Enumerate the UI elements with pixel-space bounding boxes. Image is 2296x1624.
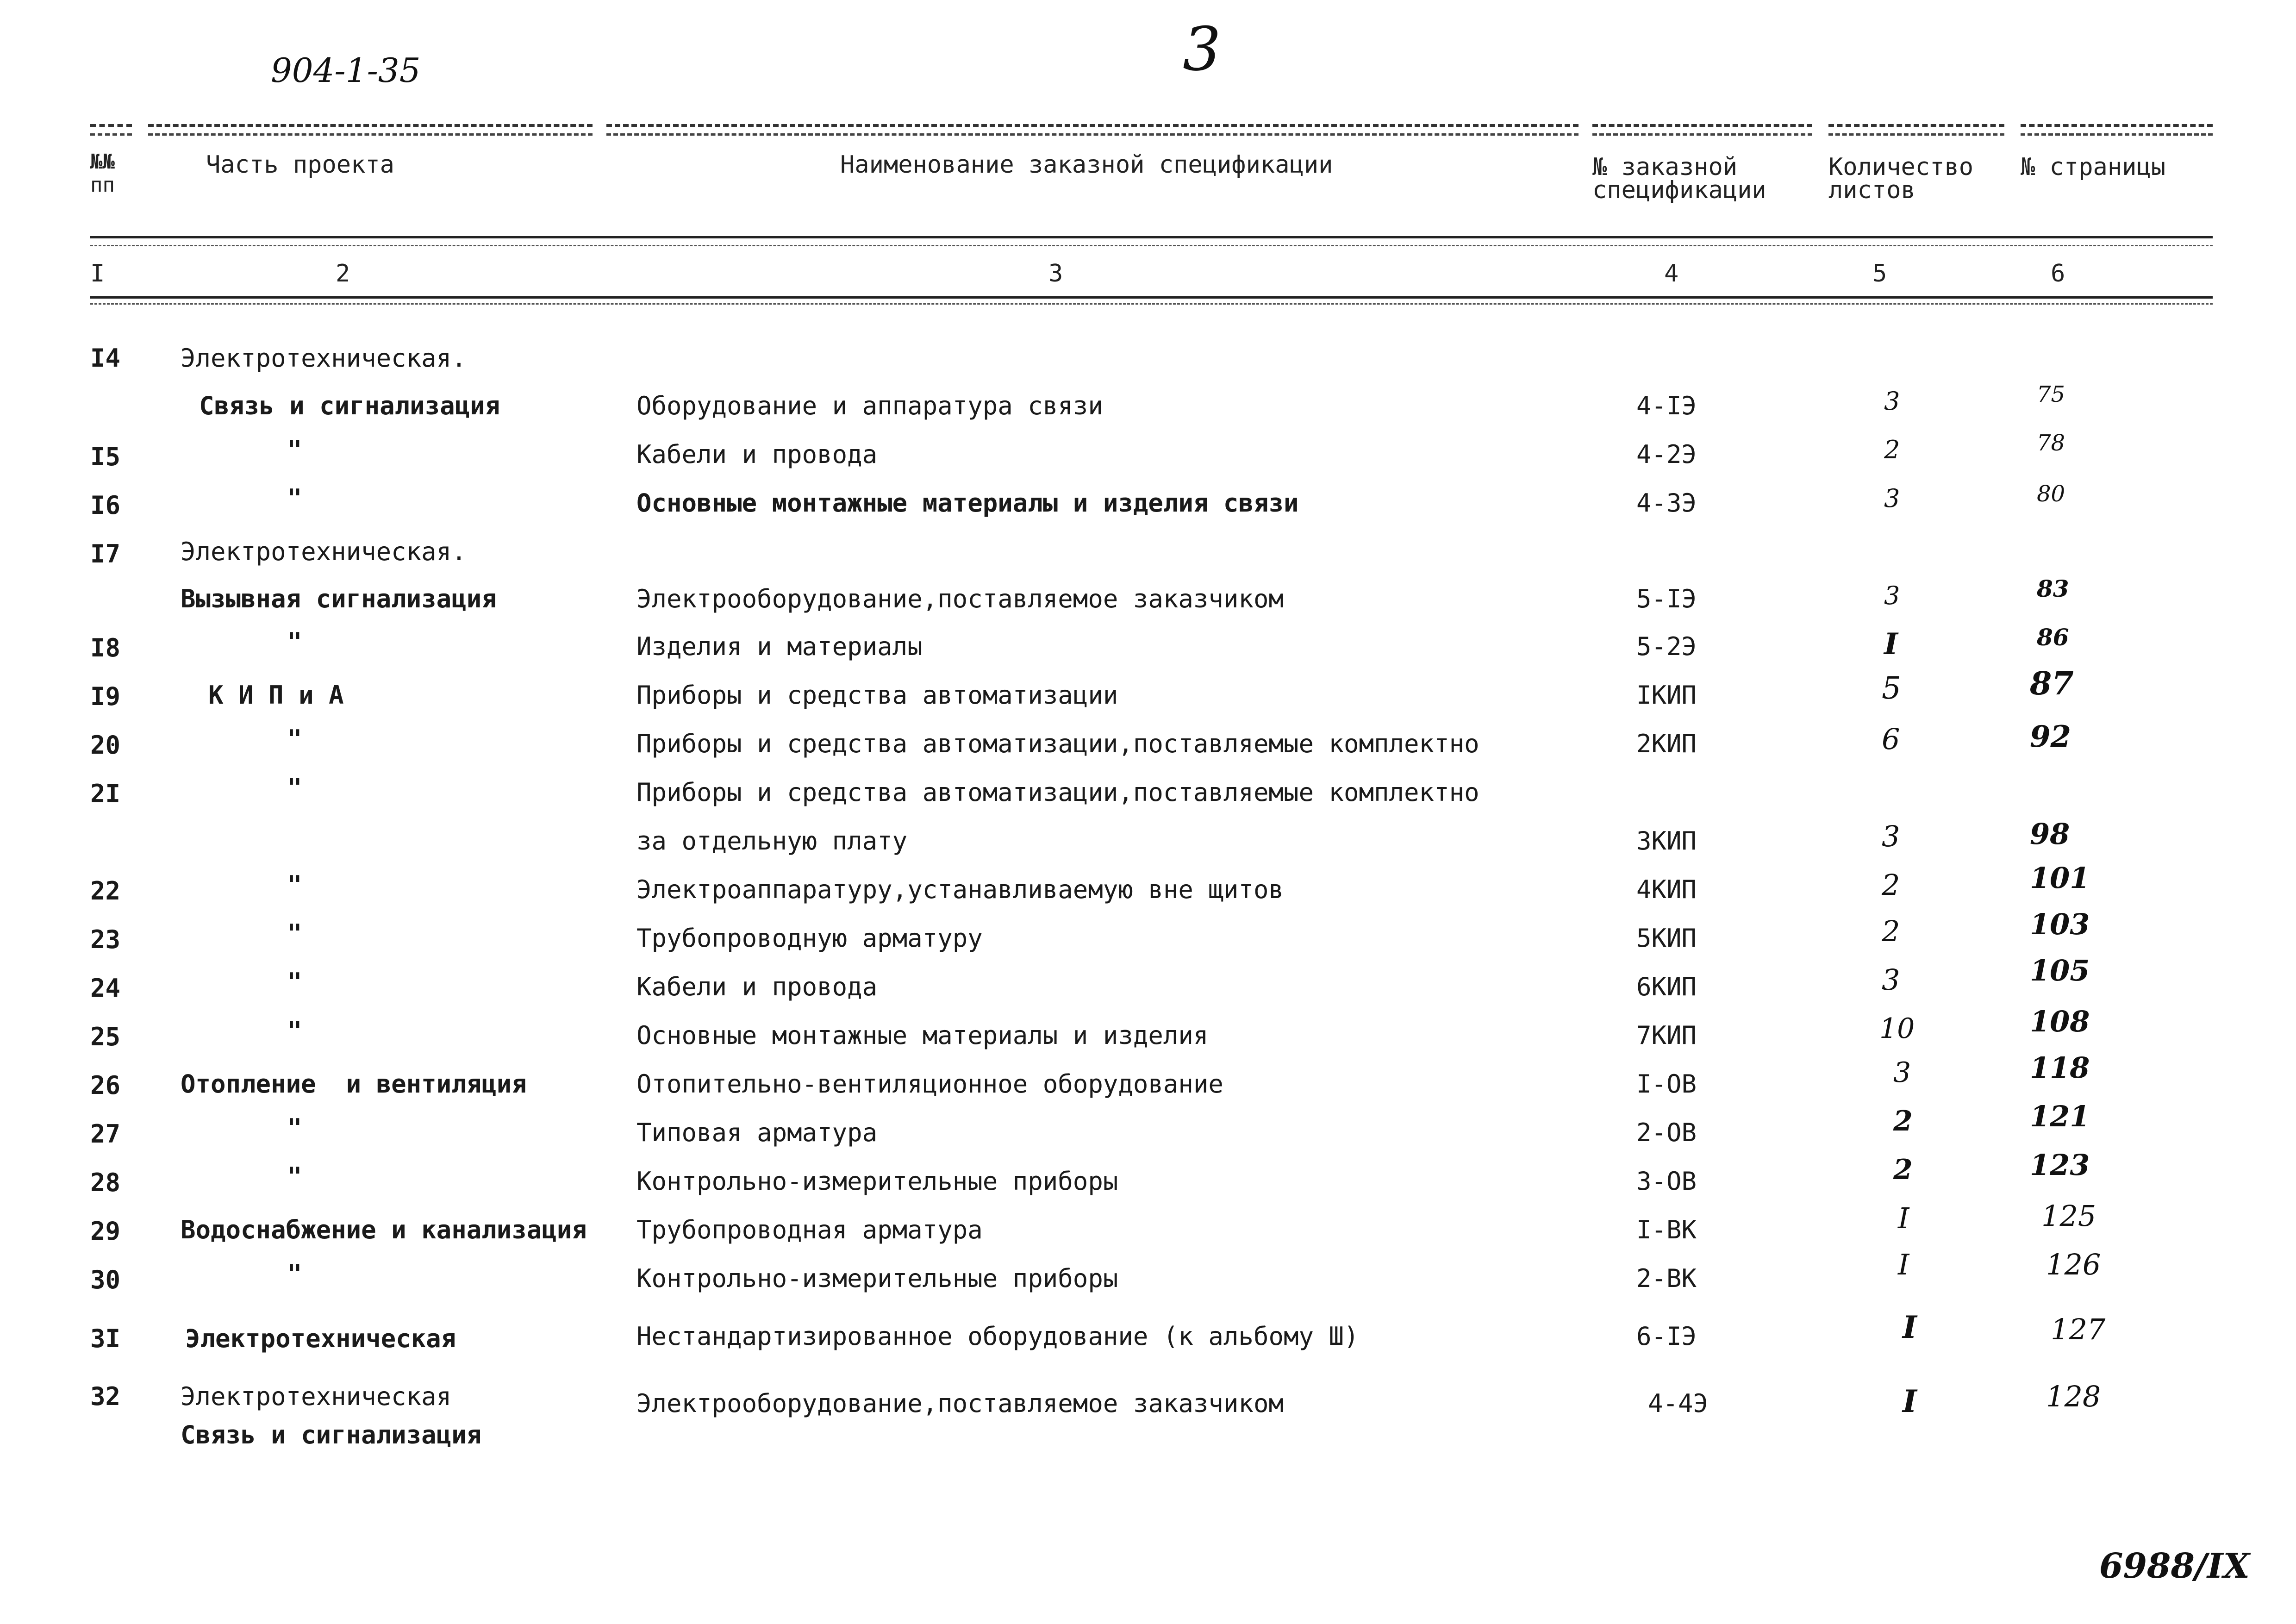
project-part: Связь и сигнализация xyxy=(199,391,500,420)
specification-name: Электрооборудование,поставляемое заказчиком xyxy=(636,584,1284,613)
sheet-count: 2 xyxy=(1882,914,1900,948)
specification-name: Приборы и средства автоматизации,поставляемые комплектно xyxy=(636,729,1479,758)
row-number: I7 xyxy=(90,539,121,568)
project-part: Электротехническая. xyxy=(181,537,467,566)
sheet-count: 3 xyxy=(1884,581,1900,610)
specification-name: Кабели и провода xyxy=(636,440,878,469)
page-ref: 92 xyxy=(2030,719,2071,754)
sheet-count: I xyxy=(1903,1309,1917,1345)
specification-number: 5-2Э xyxy=(1636,632,1697,661)
page-ref: 98 xyxy=(2030,817,2070,851)
column-number: 2 xyxy=(336,260,350,287)
specification-name: Электрооборудование,поставляемое заказчиком xyxy=(636,1389,1284,1418)
page-ref: 101 xyxy=(2030,861,2090,895)
ditto-mark: " xyxy=(287,725,302,754)
specification-name: Электроаппаратуру,устанавливаемую вне щитов xyxy=(636,875,1284,904)
column-number: 6 xyxy=(2051,260,2065,287)
row-number: 20 xyxy=(90,731,121,760)
header-col6: № страницы xyxy=(2021,153,2166,181)
ditto-mark: " xyxy=(287,1016,302,1045)
specification-number: 4-2Э xyxy=(1636,440,1697,469)
row-number: 30 xyxy=(90,1265,121,1294)
ditto-mark: " xyxy=(287,870,302,899)
column-numbers-divider xyxy=(90,296,2213,305)
ditto-mark: " xyxy=(287,919,302,948)
specification-number: 6-IЭ xyxy=(1636,1322,1697,1351)
specification-number: 5-IЭ xyxy=(1636,584,1697,613)
specification-name: Отопительно-вентиляционное оборудование xyxy=(636,1069,1223,1099)
page-ref: 78 xyxy=(2037,430,2065,456)
specification-name: Основные монтажные материалы и изделия xyxy=(636,1021,1209,1050)
header-col5-line2: листов xyxy=(1828,176,1915,204)
project-part: Электротехническая. xyxy=(181,344,467,373)
ditto-mark: " xyxy=(287,627,302,656)
specification-name: Основные монтажные материалы и изделия связи xyxy=(636,488,1299,518)
ditto-mark: " xyxy=(287,1259,302,1288)
row-number: 24 xyxy=(90,974,121,1003)
page-ref: 87 xyxy=(2030,665,2074,702)
column-number: 5 xyxy=(1872,260,1887,287)
row-number: I9 xyxy=(90,682,121,711)
page-ref: 127 xyxy=(2051,1312,2106,1346)
specification-number: I-ОВ xyxy=(1636,1069,1697,1099)
specification-number: 2КИП xyxy=(1636,729,1697,758)
specification-number: 4-3Э xyxy=(1636,488,1697,518)
specification-number: 4КИП xyxy=(1636,875,1697,904)
specification-name: Нестандартизированное оборудование (к альбому Ш) xyxy=(636,1322,1359,1351)
ditto-mark: " xyxy=(287,968,302,997)
ditto-mark: " xyxy=(287,1162,302,1191)
specification-name: Оборудование и аппаратура связи xyxy=(636,391,1103,420)
page-ref: 125 xyxy=(2041,1199,2096,1233)
project-part: Связь и сигнализация xyxy=(181,1420,482,1449)
specification-name: за отдельную плату xyxy=(636,826,908,856)
sheet-count: I xyxy=(1898,1201,1909,1235)
sheet-count: 3 xyxy=(1884,484,1900,513)
specification-name: Изделия и материалы xyxy=(636,632,923,661)
column-number: I xyxy=(90,260,105,287)
ditto-mark: " xyxy=(287,1113,302,1143)
page-ref: 126 xyxy=(2046,1248,2101,1281)
document-code: 904-1-35 xyxy=(271,51,421,90)
row-number: 27 xyxy=(90,1119,121,1149)
project-part: Электротехническая xyxy=(185,1324,456,1353)
ditto-mark: " xyxy=(287,435,302,464)
project-part: Водоснабжение и канализация xyxy=(181,1215,587,1244)
row-number: 22 xyxy=(90,876,121,906)
page-ref: 105 xyxy=(2030,954,2090,987)
row-number: I5 xyxy=(90,442,121,471)
specification-number: 4-4Э xyxy=(1648,1389,1709,1418)
row-number: 23 xyxy=(90,925,121,954)
column-number: 3 xyxy=(1048,260,1063,287)
archive-mark: 6988/IX xyxy=(2099,1546,2250,1586)
row-number: 32 xyxy=(90,1382,121,1411)
sheet-count: 3 xyxy=(1882,963,1900,997)
sheet-count: 3 xyxy=(1884,387,1900,416)
sheet-count: 2 xyxy=(1884,435,1900,464)
specification-name: Трубопроводная арматура xyxy=(636,1215,983,1244)
sheet-count: 2 xyxy=(1893,1154,1913,1186)
header-col4-line2: спецификации xyxy=(1592,176,1766,204)
specification-number: 2-ОВ xyxy=(1636,1118,1697,1147)
specification-number: 4-IЭ xyxy=(1636,391,1697,420)
row-number: 29 xyxy=(90,1217,121,1246)
row-number: I8 xyxy=(90,633,121,662)
project-part: К И П и А xyxy=(208,681,344,710)
page-ref: 121 xyxy=(2030,1099,2090,1133)
page-ref: 80 xyxy=(2037,481,2065,507)
specification-name: Кабели и провода xyxy=(636,972,878,1001)
header-col3: Наименование заказной спецификации xyxy=(840,151,1333,179)
header-divider xyxy=(90,236,2213,246)
header-col5-line1: Количество xyxy=(1828,153,1974,181)
header-col4-line1: № заказной xyxy=(1592,153,1738,181)
specification-name: Типовая арматура xyxy=(636,1118,878,1147)
row-number: 26 xyxy=(90,1071,121,1100)
sheet-count: I xyxy=(1884,627,1898,662)
specification-number: 2-ВК xyxy=(1636,1264,1697,1293)
column-number: 4 xyxy=(1664,260,1679,287)
sheet-count: I xyxy=(1898,1248,1909,1281)
ditto-mark: " xyxy=(287,484,302,513)
header-col1-line1: №№ xyxy=(90,150,115,174)
page-ref: 103 xyxy=(2030,907,2090,941)
page-number: 3 xyxy=(1183,14,1221,84)
specification-name: Контрольно-измерительные приборы xyxy=(636,1167,1118,1196)
page-ref: 83 xyxy=(2037,575,2069,602)
specification-number: I-ВК xyxy=(1636,1215,1697,1244)
row-number: 2I xyxy=(90,779,121,808)
sheet-count: 3 xyxy=(1882,819,1900,853)
specification-name: Приборы и средства автоматизации xyxy=(636,681,1118,710)
sheet-count: 3 xyxy=(1893,1056,1911,1089)
row-number: 28 xyxy=(90,1168,121,1197)
specification-number: 5КИП xyxy=(1636,924,1697,953)
specification-number: 3КИП xyxy=(1636,826,1697,856)
page-ref: 108 xyxy=(2030,1005,2090,1038)
specification-name: Приборы и средства автоматизации,поставляемые комплектно xyxy=(636,778,1479,807)
row-number: 3I xyxy=(90,1324,121,1353)
specification-name: Контрольно-измерительные приборы xyxy=(636,1264,1118,1293)
specification-number: IКИП xyxy=(1636,681,1697,710)
row-number: 25 xyxy=(90,1022,121,1051)
sheet-count: 5 xyxy=(1882,670,1901,706)
sheet-count: 2 xyxy=(1882,868,1900,902)
sheet-count: 6 xyxy=(1882,722,1900,756)
row-number: I6 xyxy=(90,491,121,520)
page-ref: 118 xyxy=(2030,1051,2090,1085)
sheet-count: 2 xyxy=(1893,1105,1913,1137)
project-part: Электротехническая xyxy=(181,1382,452,1411)
project-part: Отопление и вентиляция xyxy=(181,1069,527,1099)
page-ref: 123 xyxy=(2030,1148,2090,1182)
specification-name: Трубопроводную арматуру xyxy=(636,924,983,953)
header-col2: Часть проекта xyxy=(206,151,394,179)
row-number: I4 xyxy=(90,344,121,373)
header-col1-line2: пп xyxy=(90,173,115,197)
specification-number: 6КИП xyxy=(1636,972,1697,1001)
page-ref: 128 xyxy=(2046,1380,2101,1413)
specification-number: 7КИП xyxy=(1636,1021,1697,1050)
project-part: Вызывная сигнализация xyxy=(181,584,497,613)
ditto-mark: " xyxy=(287,773,302,802)
sheet-count: 10 xyxy=(1879,1012,1915,1045)
page-ref: 86 xyxy=(2037,624,2069,651)
page-ref: 75 xyxy=(2037,381,2065,407)
sheet-count: I xyxy=(1903,1383,1917,1419)
specification-number: 3-ОВ xyxy=(1636,1167,1697,1196)
